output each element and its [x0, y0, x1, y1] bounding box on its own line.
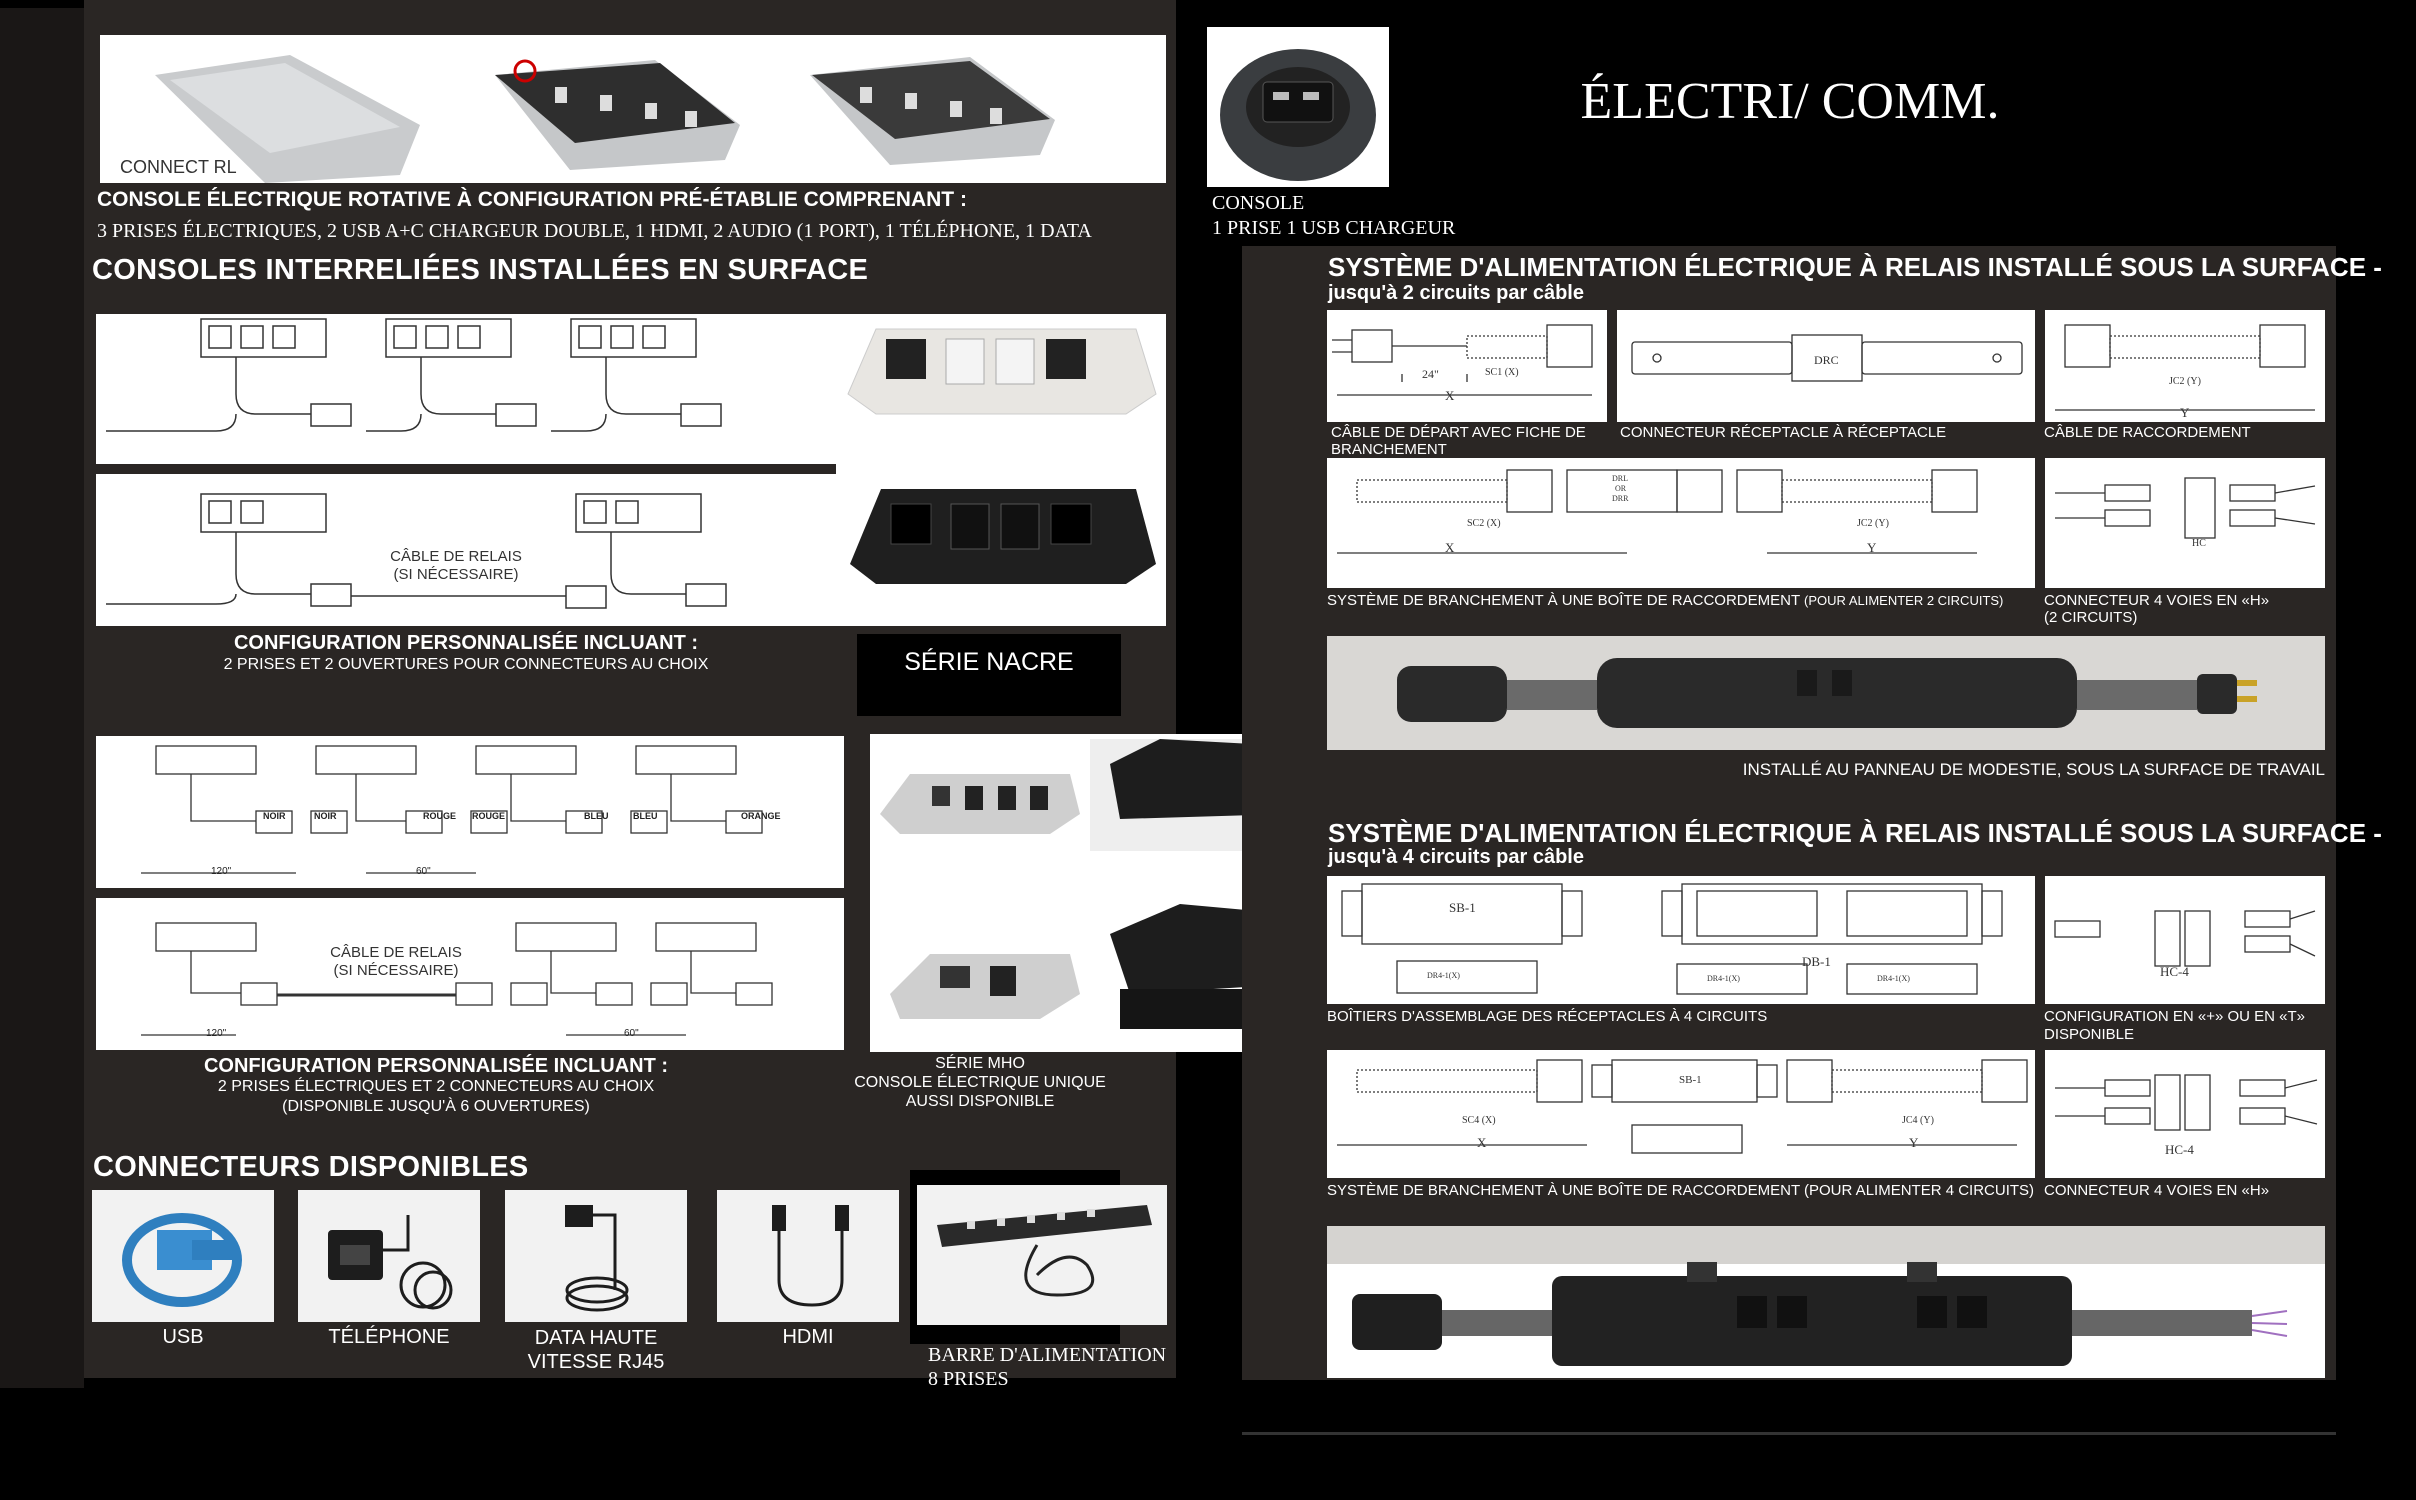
- sb1-label-1: SB-1: [1449, 900, 1476, 915]
- wire-label-noir-1: NOIR: [263, 811, 286, 821]
- round-console-icon: [1207, 27, 1389, 187]
- hc-label: HC: [2192, 538, 2206, 549]
- telephone-coupler-icon: [298, 1190, 480, 1322]
- round-console-photo: [1207, 27, 1389, 187]
- page-title: ÉLECTRI/ COMM.: [1580, 73, 2000, 130]
- open-console-image-2: [810, 57, 1055, 165]
- connector-usb-label: USB: [162, 1326, 204, 1348]
- relay-cable-label-1: CÂBLE DE RELAIS: [390, 548, 522, 565]
- linked-consoles-diagram-2: [96, 474, 836, 626]
- modesty-panel-install-photo: [1327, 636, 2325, 750]
- sys2-caption-1b: BRANCHEMENT: [1331, 441, 1447, 458]
- wire-label-bleu-1: BLEU: [584, 811, 609, 821]
- connector-rj45-label: DATA HAUTE VITESSE RJ45: [527, 1327, 665, 1373]
- sc2-label: SC2 (X): [1467, 518, 1501, 529]
- starter-cable-drawing: [1327, 310, 1607, 422]
- power-bar-icon: [917, 1185, 1167, 1325]
- y-label-3: Y: [1909, 1135, 1919, 1150]
- linked-consoles-diagram-1: [96, 314, 836, 464]
- jc4-label: JC4 (Y): [1902, 1115, 1934, 1126]
- color-coded-drawing-1: [96, 736, 844, 888]
- junction-box-4c-drawing: [1327, 1050, 2035, 1178]
- config2-title: CONFIGURATION PERSONNALISÉE INCLUANT :: [203, 1055, 669, 1077]
- x-label-1: X: [1445, 388, 1455, 403]
- sys2-caption-1a: CÂBLE DE DÉPART AVEC FICHE DE: [1331, 424, 1586, 441]
- four-circuit-system-photo: [1327, 1226, 2325, 1378]
- sys2-caption-5a: CONNECTEUR 4 VOIES EN «H»: [2044, 592, 2270, 609]
- drc-label: DRC: [1814, 353, 1839, 367]
- h-connector-drawing-2c: [2045, 458, 2325, 588]
- power-bar-label-1: BARRE D'ALIMENTATION: [928, 1344, 1167, 1366]
- wire-label-bleu-2: BLEU: [633, 811, 658, 821]
- connector-usb-photo: [92, 1190, 274, 1322]
- dr-label-1: DR4-1(X): [1427, 971, 1460, 980]
- dimension-60-label-2: 60": [624, 1028, 639, 1039]
- plus-t-config-diagram: [2045, 876, 2325, 1004]
- mho-label-1: SÉRIE MHO: [935, 1055, 1025, 1072]
- hdmi-cable-icon: [717, 1190, 899, 1322]
- round-console-label-2: 1 PRISE 1 USB CHARGEUR: [1212, 217, 1456, 239]
- h-connector-diagram-4c: [2045, 1050, 2325, 1178]
- panel-divider: [1242, 1432, 2336, 1435]
- drl-label-3: DRR: [1612, 494, 1629, 503]
- hc4-label-1: HC-4: [2160, 964, 2189, 979]
- sc4-label: SC4 (X): [1462, 1115, 1496, 1126]
- rj45-cable-icon: [505, 1190, 687, 1322]
- drl-label-2: OR: [1615, 484, 1627, 493]
- dim-24-label: 24": [1422, 367, 1439, 381]
- usb-cable-icon: [92, 1190, 274, 1322]
- junction-box-4c-diagram: [1327, 1050, 2035, 1178]
- sys2-install-caption: INSTALLÉ AU PANNEAU DE MODESTIE, SOUS LA SURFACE DE TRAVAIL: [1742, 760, 2325, 779]
- nacre-console-images: [836, 314, 1166, 626]
- sys2-title: SYSTÈME D'ALIMENTATION ÉLECTRIQUE À RELAIS INSTALLÉ SOUS LA SURFACE -: [1328, 252, 2382, 282]
- sys4-caption-3: SYSTÈME DE BRANCHEMENT À UNE BOÎTE DE RACCORDEMENT (POUR ALIMENTER 4 CIRCUITS): [1327, 1182, 2035, 1199]
- relay-cable-label-4: (SI NÉCESSAIRE): [333, 962, 459, 979]
- hc4-label-2: HC-4: [2165, 1142, 2194, 1157]
- sys4-caption-4: CONNECTEUR 4 VOIES EN «H»: [2044, 1182, 2270, 1199]
- connectors-title: CONNECTEURS DISPONIBLES: [93, 1151, 529, 1183]
- surface-consoles-title: CONSOLES INTERRELIÉES INSTALLÉES EN SURFACE: [92, 254, 869, 286]
- relay-cable-label-3: CÂBLE DE RELAIS: [330, 944, 462, 961]
- sys2-caption-5b: (2 CIRCUITS): [2044, 609, 2138, 626]
- starter-cable-diagram: [1327, 310, 1607, 422]
- connector-rj45-photo: [505, 1190, 687, 1322]
- jumper-cable-diagram: [2045, 310, 2325, 422]
- receptacle-connector-diagram: [1617, 310, 2035, 422]
- connector-hdmi-photo: [717, 1190, 899, 1322]
- connector-telephone-photo: [298, 1190, 480, 1322]
- wire-label-rouge-1: ROUGE: [423, 811, 457, 821]
- dr-label-2: DR4-1(X): [1707, 974, 1740, 983]
- config2-desc-1: 2 PRISES ÉLECTRIQUES ET 2 CONNECTEURS AU CHOIX: [217, 1078, 655, 1095]
- left-edge-bar: [0, 8, 84, 1388]
- h-connector-diagram-2c: [2045, 458, 2325, 588]
- y-label-2: Y: [1867, 540, 1877, 555]
- sys2-caption-4: [1327, 592, 2003, 609]
- mho-label-2: CONSOLE ÉLECTRIQUE UNIQUE: [854, 1074, 1106, 1091]
- sc1-label: SC1 (X): [1485, 367, 1519, 378]
- four-circuit-photo-image: [1327, 1226, 2325, 1378]
- dimension-120-label-2: 120": [206, 1028, 227, 1039]
- jc2-label-2: JC2 (Y): [1857, 518, 1889, 529]
- open-console-image: [495, 60, 740, 170]
- wire-label-noir-2: NOIR: [314, 811, 337, 821]
- color-coded-diagram-1: [96, 736, 844, 888]
- jc2-label-1: JC2 (Y): [2169, 376, 2201, 387]
- relay-cable-label-2: (SI NÉCESSAIRE): [393, 566, 519, 583]
- sys4-subtitle: jusqu'à 4 circuits par câble: [1328, 846, 1584, 868]
- x-label-3: X: [1477, 1135, 1487, 1150]
- relay-cable-photo: [1327, 636, 2325, 750]
- power-bar-label-2: 8 PRISES: [928, 1368, 1009, 1390]
- rotative-title: CONSOLE ÉLECTRIQUE ROTATIVE À CONFIGURATION PRÉ-ÉTABLIE COMPRENANT :: [97, 188, 967, 211]
- wire-label-rouge-2: ROUGE: [472, 811, 506, 821]
- rotative-console-photo-strip: [100, 35, 1166, 183]
- color-coded-diagram-2: [96, 898, 844, 1050]
- config1-title: CONFIGURATION PERSONNALISÉE INCLUANT :: [233, 632, 699, 654]
- config2-desc-2: (DISPONIBLE JUSQU'À 6 OUVERTURES): [282, 1098, 590, 1115]
- connect-rl-label: CONNECT RL: [120, 157, 237, 177]
- mho-label-3: AUSSI DISPONIBLE: [905, 1093, 1055, 1110]
- console-photos: [100, 35, 1166, 183]
- sys2-subtitle: jusqu'à 2 circuits par câble: [1328, 282, 1584, 304]
- plus-t-config-drawing: [2045, 876, 2325, 1004]
- config1-desc: 2 PRISES ET 2 OUVERTURES POUR CONNECTEURS AU CHOIX: [223, 656, 709, 673]
- sys2-caption-3: CÂBLE DE RACCORDEMENT: [2044, 424, 2251, 441]
- linked-consoles-drawing-1: [96, 314, 836, 464]
- nacre-label-box: [857, 634, 1121, 716]
- sys2-caption-4-main: SYSTÈME DE BRANCHEMENT À UNE BOÎTE DE RACCORDEMENT: [1327, 592, 1800, 609]
- connector-hdmi-label: HDMI: [782, 1326, 834, 1348]
- h-connector-drawing-4c: [2045, 1050, 2325, 1178]
- dimension-120-label-1: 120": [211, 866, 232, 877]
- db1-label: DB-1: [1802, 954, 1831, 969]
- nacre-console-photo: [836, 314, 1166, 626]
- wire-label-orange: ORANGE: [741, 811, 781, 821]
- dimension-60-label-1: 60": [416, 866, 431, 877]
- sys4-caption-1: BOÎTIERS D'ASSEMBLAGE DES RÉCEPTACLES À 4 CIRCUITS: [1327, 1008, 1768, 1025]
- power-bar-photo: [917, 1185, 1167, 1325]
- sys4-caption-2a: CONFIGURATION EN «+» OU EN «T»: [2044, 1008, 2306, 1025]
- sys4-title: SYSTÈME D'ALIMENTATION ÉLECTRIQUE À RELAIS INSTALLÉ SOUS LA SURFACE -: [1328, 818, 2382, 848]
- dr-label-3: DR4-1(X): [1877, 974, 1910, 983]
- junction-box-system-drawing: [1327, 458, 2035, 588]
- receptacle-housing-drawing: [1327, 876, 2035, 1004]
- sb1-label-2: SB-1: [1679, 1074, 1702, 1086]
- y-label-1: Y: [2180, 405, 2190, 420]
- sys4-caption-2b: DISPONIBLE: [2044, 1026, 2135, 1043]
- connector-telephone-label: TÉLÉPHONE: [328, 1326, 450, 1348]
- round-console-label-1: CONSOLE: [1212, 192, 1305, 214]
- mho-console-images: [870, 734, 1302, 1052]
- x-label-2: X: [1445, 540, 1455, 555]
- sys2-caption-4-small: (POUR ALIMENTER 2 CIRCUITS): [1804, 593, 2004, 608]
- junction-box-system-diagram: [1327, 458, 2035, 588]
- drl-label-1: DRL: [1612, 474, 1628, 483]
- sys2-caption-2: CONNECTEUR RÉCEPTACLE À RÉCEPTACLE: [1620, 424, 1947, 441]
- mho-console-photo: [870, 734, 1302, 1052]
- nacre-label: SÉRIE NACRE: [904, 648, 1074, 676]
- rotative-description: 3 PRISES ÉLECTRIQUES, 2 USB A+C CHARGEUR DOUBLE, 1 HDMI, 2 AUDIO (1 PORT), 1 TÉLÉPHONE, 1 DATA: [97, 220, 1092, 242]
- receptacle-housing-diagram: [1327, 876, 2035, 1004]
